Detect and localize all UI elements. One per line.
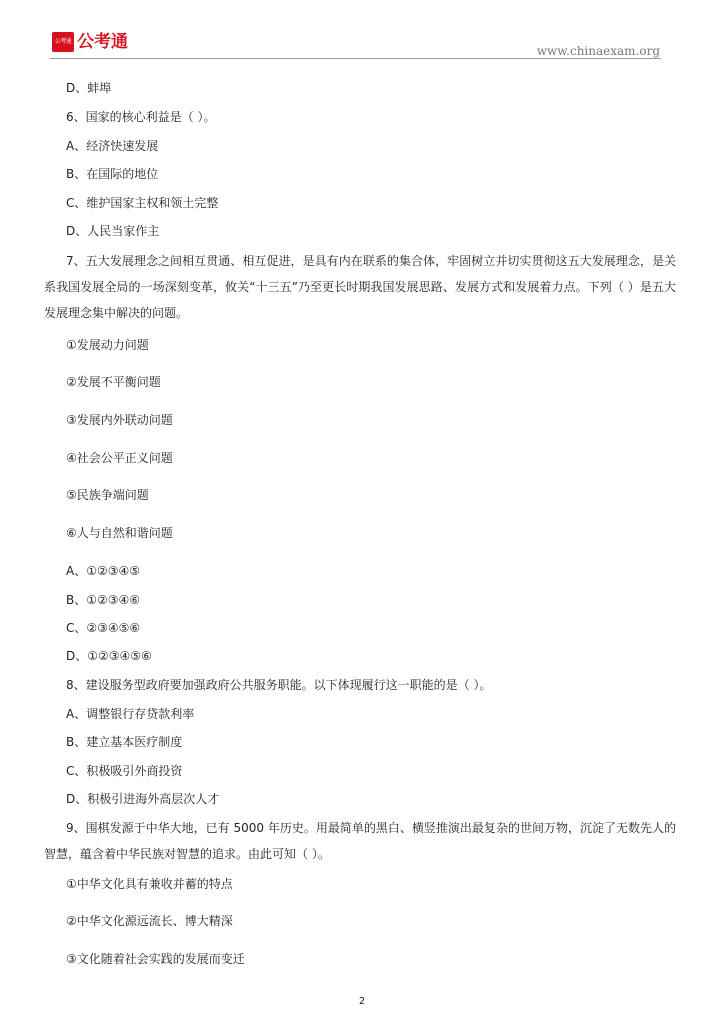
q8-option-a: A、调整银行存贷款利率 — [66, 707, 195, 721]
q9-item-3: ③文化随着社会实践的发展而变迁 — [66, 952, 245, 966]
q6-option-d: D、人民当家作主 — [66, 224, 160, 238]
page-header — [0, 0, 724, 62]
q7-stem: 7、五大发展理念之间相互贯通、相互促进，是具有内在联系的集合体，牢固树立并切实贯彻这五大发展理念，是关系我国发展全局的一场深刻变革，攸关“十三五”乃至更长时期我国发展思路、发展方式和发展着力点。下列（ ）是五大发展理念集中解决的问题。 — [44, 254, 676, 320]
q7-item-4: ④社会公平正义问题 — [66, 451, 173, 465]
q7-option-b: B、①②③④⑥ — [66, 593, 141, 607]
q8-stem: 8、建设服务型政府要加强政府公共服务职能。以下体现履行这一职能的是（ ）。 — [66, 678, 492, 692]
q8-option-c: C、积极吸引外商投资 — [66, 764, 183, 778]
q7-item-6: ⑥人与自然和谐问题 — [66, 526, 173, 540]
q6-stem: 6、国家的核心利益是（ ）。 — [66, 110, 216, 124]
q5-option-d: D、蚌埠 — [66, 81, 112, 95]
q6-option-c: C、维护国家主权和领土完整 — [66, 196, 219, 210]
site-url: www.chinaexam.org — [536, 44, 660, 58]
q7-item-1: ①发展动力问题 — [66, 338, 149, 352]
q8-option-b: B、建立基本医疗制度 — [66, 735, 183, 749]
logo — [52, 32, 128, 52]
q7-item-2: ②发展不平衡问题 — [66, 375, 161, 389]
logo-badge-icon: 公考通 — [52, 32, 74, 52]
q6-option-b: B、在国际的地位 — [66, 167, 159, 181]
q8-option-d: D、积极引进海外高层次人才 — [66, 792, 220, 806]
header-divider — [50, 58, 661, 59]
q9-item-1: ①中华文化具有兼收并蓄的特点 — [66, 877, 233, 891]
q9-item-2: ②中华文化源远流长、博大精深 — [66, 914, 233, 928]
page-number: 2 — [358, 996, 366, 1007]
q7-option-a: A、①②③④⑤ — [66, 564, 140, 578]
q7-option-d: D、①②③④⑤⑥ — [66, 649, 152, 663]
q7-item-5: ⑤民族争端问题 — [66, 488, 149, 502]
q7-option-c: C、②③④⑤⑥ — [66, 621, 141, 635]
q9-stem: 9、围棋发源于中华大地，已有 5000 年历史。用最简单的黑白、横竖推演出最复杂的世间万物，沉淀了无数先人的智慧，蕴含着中华民族对智慧的追求。由此可知（ ）。 — [44, 821, 676, 861]
logo-text: 公考通 — [77, 31, 128, 52]
q7-item-3: ③发展内外联动问题 — [66, 413, 173, 427]
q6-option-a: A、经济快速发展 — [66, 139, 159, 153]
